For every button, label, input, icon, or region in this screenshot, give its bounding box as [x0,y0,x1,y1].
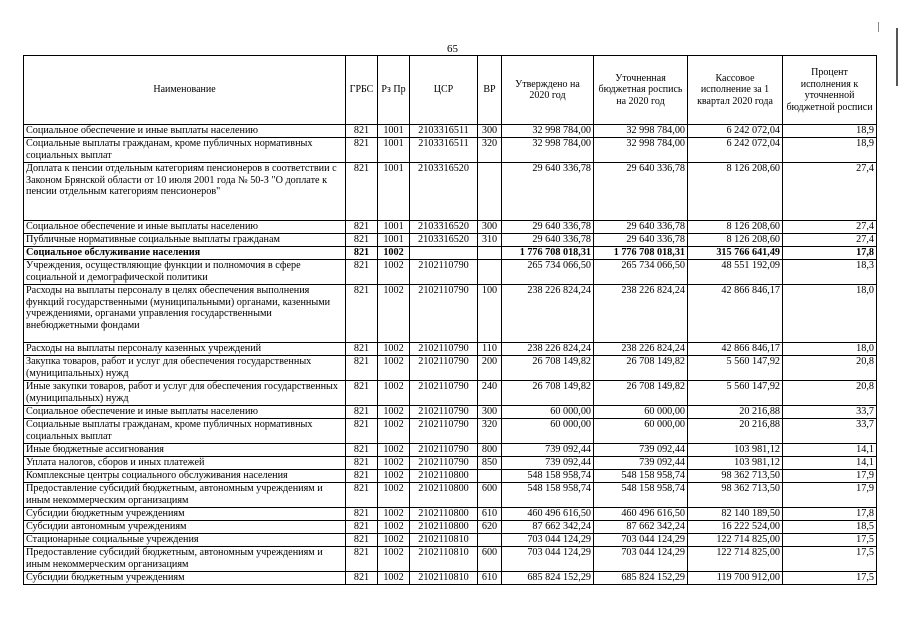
col-header-cash: Кассовое исполнение за 1 квартал 2020 года [688,56,783,125]
col-header-csr: ЦСР [410,56,478,125]
cell-vr: 300 [478,125,502,138]
cell-grbs: 821 [346,356,378,381]
cell-percent: 14,1 [783,444,877,457]
cell-revised: 29 640 336,78 [594,234,688,247]
cell-grbs: 821 [346,125,378,138]
cell-name: Иные закупки товаров, работ и услуг для обеспечения государственных (муниципальных) нужд [24,381,346,406]
cell-revised: 32 998 784,00 [594,138,688,163]
cell-grbs: 821 [346,221,378,234]
cell-percent: 18,9 [783,125,877,138]
cell-cash: 103 981,12 [688,444,783,457]
cell-vr: 110 [478,343,502,356]
table-row [24,534,877,547]
col-header-percent: Процент исполнения к уточненной бюджетной росписи [783,56,877,125]
table-row [24,285,877,343]
cell-rzpr: 1002 [378,356,410,381]
cell-rzpr: 1002 [378,521,410,534]
table-body [24,125,877,585]
cell-grbs: 821 [346,381,378,406]
cell-percent: 17,5 [783,572,877,585]
cell-revised: 238 226 824,24 [594,343,688,356]
cell-percent: 33,7 [783,419,877,444]
cell-revised: 739 092,44 [594,457,688,470]
cell-vr: 620 [478,521,502,534]
cell-approved: 238 226 824,24 [502,343,594,356]
cell-csr: 2102110800 [410,483,478,508]
cell-cash: 8 126 208,60 [688,221,783,234]
cell-cash: 119 700 912,00 [688,572,783,585]
cell-csr: 2102110810 [410,547,478,572]
cell-vr: 800 [478,444,502,457]
cell-grbs: 821 [346,572,378,585]
cell-cash: 5 560 147,92 [688,381,783,406]
cell-grbs: 821 [346,547,378,572]
cell-vr: 600 [478,547,502,572]
page-number: 65 [447,43,458,55]
cell-name: Расходы на выплаты персоналу казенных учреждений [24,343,346,356]
cell-vr [478,534,502,547]
cell-vr [478,470,502,483]
cell-grbs: 821 [346,343,378,356]
cell-cash: 20 216,88 [688,406,783,419]
cell-vr: 100 [478,285,502,343]
cell-name: Субсидии автономным учреждениям [24,521,346,534]
cell-grbs: 821 [346,534,378,547]
cell-revised: 26 708 149,82 [594,381,688,406]
cell-approved: 29 640 336,78 [502,221,594,234]
table-row [24,572,877,585]
cell-rzpr: 1002 [378,534,410,547]
cell-name: Учреждения, осуществляющие функции и полномочия в сфере социальной и демографической политики [24,260,346,285]
cell-approved: 87 662 342,24 [502,521,594,534]
cell-percent: 17,5 [783,534,877,547]
cell-percent: 27,4 [783,221,877,234]
col-header-grbs: ГРБС [346,56,378,125]
cell-revised: 32 998 784,00 [594,125,688,138]
cell-revised: 739 092,44 [594,444,688,457]
cell-percent: 18,3 [783,260,877,285]
cell-revised: 29 640 336,78 [594,163,688,221]
cell-revised: 238 226 824,24 [594,285,688,343]
cell-vr: 320 [478,138,502,163]
table-row [24,356,877,381]
cell-approved: 26 708 149,82 [502,381,594,406]
cell-grbs: 821 [346,444,378,457]
cell-approved: 32 998 784,00 [502,138,594,163]
cell-approved: 265 734 066,50 [502,260,594,285]
cell-grbs: 821 [346,260,378,285]
cell-revised: 29 640 336,78 [594,221,688,234]
cell-grbs: 821 [346,508,378,521]
cell-grbs: 821 [346,470,378,483]
cell-approved: 548 158 958,74 [502,483,594,508]
cell-name: Закупка товаров, работ и услуг для обеспечения государственных (муниципальных) нужд [24,356,346,381]
cell-revised: 60 000,00 [594,406,688,419]
cell-vr [478,260,502,285]
cell-cash: 16 222 524,00 [688,521,783,534]
col-header-revised: Уточненная бюджетная роспись на 2020 год [594,56,688,125]
cell-cash: 103 981,12 [688,457,783,470]
cell-name: Уплата налогов, сборов и иных платежей [24,457,346,470]
cell-vr: 320 [478,419,502,444]
cell-vr: 600 [478,483,502,508]
col-header-rzpr: Рз Пр [378,56,410,125]
cell-vr: 200 [478,356,502,381]
table-row [24,406,877,419]
table-row [24,163,877,221]
cell-name: Субсидии бюджетным учреждениям [24,508,346,521]
cell-name: Социальные выплаты гражданам, кроме публичных нормативных социальных выплат [24,138,346,163]
cell-approved: 703 044 124,29 [502,534,594,547]
cell-grbs: 821 [346,521,378,534]
table-row [24,381,877,406]
cell-rzpr: 1002 [378,444,410,457]
cell-revised: 548 158 958,74 [594,470,688,483]
cell-csr: 2102110790 [410,260,478,285]
cell-rzpr: 1002 [378,508,410,521]
cell-csr: 2103316511 [410,125,478,138]
cell-csr: 2102110800 [410,470,478,483]
margin-line [896,28,898,86]
cell-approved: 60 000,00 [502,406,594,419]
cell-vr [478,163,502,221]
cell-rzpr: 1002 [378,547,410,572]
cell-approved: 60 000,00 [502,419,594,444]
cell-rzpr: 1001 [378,138,410,163]
cell-name: Предоставление субсидий бюджетным, автономным учреждениям и иным некоммерческим организациям [24,483,346,508]
cell-cash: 20 216,88 [688,419,783,444]
cell-percent: 18,9 [783,138,877,163]
table-row [24,547,877,572]
table-row [24,234,877,247]
table-row [24,470,877,483]
cell-csr: 2103316520 [410,234,478,247]
cell-approved: 739 092,44 [502,444,594,457]
table-row [24,419,877,444]
cell-cash: 8 126 208,60 [688,163,783,221]
cell-csr: 2102110790 [410,419,478,444]
cell-cash: 98 362 713,50 [688,470,783,483]
cell-percent: 20,8 [783,381,877,406]
cell-csr: 2103316520 [410,221,478,234]
cell-percent: 17,9 [783,470,877,483]
cell-name: Социальные выплаты гражданам, кроме публичных нормативных социальных выплат [24,419,346,444]
table-row [24,521,877,534]
cell-csr: 2103316511 [410,138,478,163]
cell-cash: 42 866 846,17 [688,285,783,343]
cell-approved: 29 640 336,78 [502,163,594,221]
cell-percent: 20,8 [783,356,877,381]
cell-rzpr: 1002 [378,381,410,406]
cell-name: Расходы на выплаты персоналу в целях обеспечения выполнения функций государственными (муниципальными) органами, казенными учреждениями, органами управления государственными внебюджетными фондами [24,285,346,343]
cell-name: Иные бюджетные ассигнования [24,444,346,457]
cell-approved: 29 640 336,78 [502,234,594,247]
cell-approved: 238 226 824,24 [502,285,594,343]
cell-vr: 610 [478,572,502,585]
table-row [24,444,877,457]
cell-rzpr: 1002 [378,483,410,508]
cell-rzpr: 1001 [378,221,410,234]
col-header-approved: Утверждено на 2020 год [502,56,594,125]
cell-name: Субсидии бюджетным учреждениям [24,572,346,585]
cell-name: Стационарные социальные учреждения [24,534,346,547]
cell-csr: 2102110790 [410,285,478,343]
cell-rzpr: 1002 [378,260,410,285]
cell-rzpr: 1001 [378,125,410,138]
cell-cash: 82 140 189,50 [688,508,783,521]
cell-vr: 240 [478,381,502,406]
cell-revised: 460 496 616,50 [594,508,688,521]
cell-rzpr: 1001 [378,234,410,247]
table-row [24,221,877,234]
cell-cash: 8 126 208,60 [688,234,783,247]
col-header-name: Наименование [24,56,346,125]
cell-approved: 26 708 149,82 [502,356,594,381]
cell-rzpr: 1002 [378,572,410,585]
cell-percent: 33,7 [783,406,877,419]
cell-csr: 2102110800 [410,521,478,534]
cell-approved: 460 496 616,50 [502,508,594,521]
cell-cash: 98 362 713,50 [688,483,783,508]
cell-revised: 60 000,00 [594,419,688,444]
cell-rzpr: 1001 [378,163,410,221]
cell-cash: 6 242 072,04 [688,125,783,138]
cell-rzpr: 1002 [378,470,410,483]
cell-cash: 122 714 825,00 [688,547,783,572]
cell-approved: 685 824 152,29 [502,572,594,585]
cell-grbs: 821 [346,234,378,247]
cell-approved: 32 998 784,00 [502,125,594,138]
cell-vr [478,247,502,260]
cell-grbs: 821 [346,285,378,343]
cell-rzpr: 1002 [378,247,410,260]
table-row [24,343,877,356]
budget-table [23,55,877,585]
cell-csr: 2102110810 [410,534,478,547]
cell-percent: 17,8 [783,508,877,521]
cell-name: Социальное обеспечение и иные выплаты населению [24,125,346,138]
cell-revised: 548 158 958,74 [594,483,688,508]
cell-rzpr: 1002 [378,419,410,444]
table-row [24,260,877,285]
cell-approved: 703 044 124,29 [502,547,594,572]
cell-csr: 2102110790 [410,381,478,406]
cell-vr: 610 [478,508,502,521]
cell-percent: 17,8 [783,247,877,260]
cell-percent: 27,4 [783,163,877,221]
cell-revised: 1 776 708 018,31 [594,247,688,260]
cell-grbs: 821 [346,483,378,508]
table-row [24,508,877,521]
cell-percent: 27,4 [783,234,877,247]
cell-cash: 122 714 825,00 [688,534,783,547]
table-row [24,247,877,260]
cell-name: Социальное обеспечение и иные выплаты населению [24,221,346,234]
cell-percent: 17,5 [783,547,877,572]
table-row [24,125,877,138]
cell-grbs: 821 [346,163,378,221]
cell-approved: 548 158 958,74 [502,470,594,483]
cell-cash: 42 866 846,17 [688,343,783,356]
cell-grbs: 821 [346,457,378,470]
cell-percent: 18,5 [783,521,877,534]
cell-cash: 6 242 072,04 [688,138,783,163]
cell-revised: 703 044 124,29 [594,547,688,572]
cell-vr: 850 [478,457,502,470]
cell-rzpr: 1002 [378,406,410,419]
cell-percent: 14,1 [783,457,877,470]
cell-percent: 17,9 [783,483,877,508]
cell-revised: 87 662 342,24 [594,521,688,534]
cell-cash: 315 766 641,49 [688,247,783,260]
cell-name: Социальное обеспечение и иные выплаты населению [24,406,346,419]
cell-csr: 2102110790 [410,406,478,419]
cell-csr: 2102110800 [410,508,478,521]
cell-csr [410,247,478,260]
cell-name: Публичные нормативные социальные выплаты гражданам [24,234,346,247]
cell-percent: 18,0 [783,343,877,356]
table-row [24,138,877,163]
cell-grbs: 821 [346,138,378,163]
cell-vr: 310 [478,234,502,247]
cell-cash: 48 551 192,09 [688,260,783,285]
cell-csr: 2103316520 [410,163,478,221]
cell-approved: 739 092,44 [502,457,594,470]
cell-csr: 2102110790 [410,343,478,356]
cell-cash: 5 560 147,92 [688,356,783,381]
cell-name: Предоставление субсидий бюджетным, автономным учреждениям и иным некоммерческим организациям [24,547,346,572]
table-row [24,483,877,508]
cell-revised: 703 044 124,29 [594,534,688,547]
margin-tick [878,22,879,32]
cell-csr: 2102110790 [410,356,478,381]
cell-grbs: 821 [346,419,378,444]
cell-grbs: 821 [346,406,378,419]
cell-grbs: 821 [346,247,378,260]
cell-csr: 2102110790 [410,457,478,470]
cell-revised: 685 824 152,29 [594,572,688,585]
cell-vr: 300 [478,221,502,234]
cell-name: Социальное обслуживание населения [24,247,346,260]
cell-rzpr: 1002 [378,457,410,470]
cell-csr: 2102110810 [410,572,478,585]
cell-vr: 300 [478,406,502,419]
cell-name: Доплата к пенсии отдельным категориям пенсионеров в соответствии с Законом Брянской области от 10 июля 2001 года № 50-З "О доплате к пенсии отдельным категориям пенсионеров" [24,163,346,221]
cell-rzpr: 1002 [378,285,410,343]
cell-revised: 265 734 066,50 [594,260,688,285]
table-row [24,457,877,470]
cell-approved: 1 776 708 018,31 [502,247,594,260]
col-header-vr: ВР [478,56,502,125]
cell-percent: 18,0 [783,285,877,343]
cell-csr: 2102110790 [410,444,478,457]
cell-name: Комплексные центры социального обслуживания населения [24,470,346,483]
cell-revised: 26 708 149,82 [594,356,688,381]
header-row [24,56,877,125]
cell-rzpr: 1002 [378,343,410,356]
